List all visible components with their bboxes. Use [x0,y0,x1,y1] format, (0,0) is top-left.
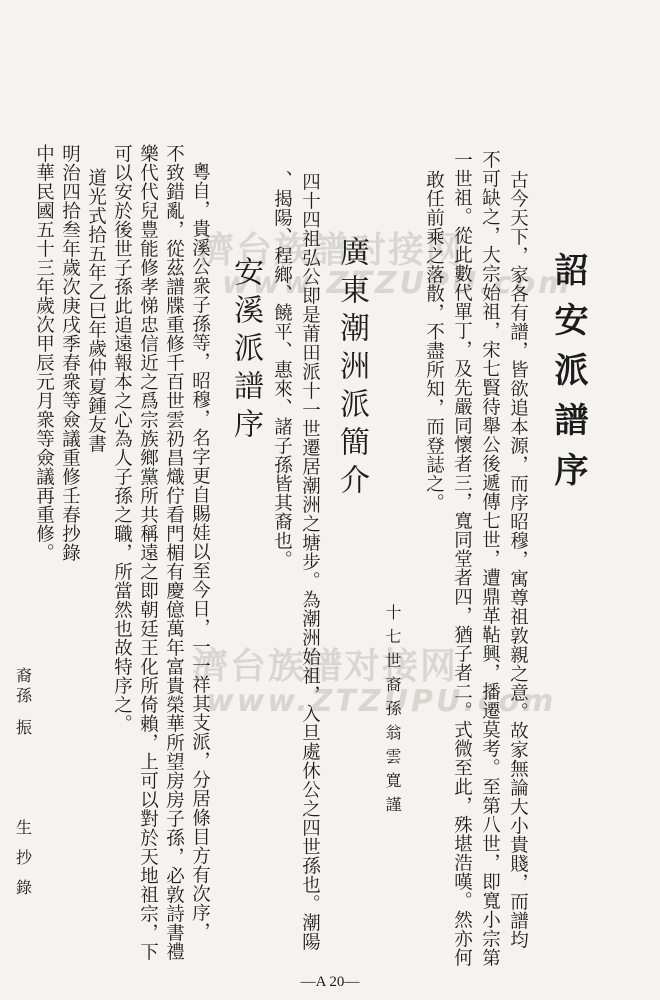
anxi-title: 安溪派譜序 [228,256,263,446]
preface-signature: 十七世裔孫翁雲寬謹 [383,604,402,820]
anxi-column-7: 中華民國五十三年歲次甲辰元月衆等僉議再重修。 [33,144,55,562]
copyist-signature-char: 抄 [16,848,33,867]
copyist-signature-char: 裔 [16,666,33,685]
anxi-column-4: 可以安於後世子孫此追遠報本之心為人子孫之職，所當然也故特序之。 [111,144,133,733]
chaozhou-title: 廣東潮洲派簡介 [334,236,369,502]
watermark-url-top: www.ZTZUPU.com [222,266,573,301]
preface-column-2: 不可缺之，大宗始祖，宋七賢待舉公後遞傳七世，遭鼎革䩞興，播遷莫考。至第八世，即寬小宗第 [479,150,501,967]
anxi-column-3: 樂代代兒豊能修孝悌忠信近之爲宗族鄉黨所共稱遠之即朝廷王化所倚賴，上可以對於天地祖宗，下 [137,144,159,961]
watermark-text-bottom: 濟台族譜对接网 [192,646,459,687]
watermark-text-top: 濟台族譜对接网 [198,230,465,271]
anxi-column-5: 道光式拾五年乙巳年歲仲夏鍾友書 [85,168,107,453]
anxi-column-1: 粵自，貴溪公衆子孫等，昭穆，名字更自賜娃以至今日，一一祥其支派，分居條目方有次序， [189,162,211,941]
preface-column-1: 古今天下，家各有譜，皆欲追本源，而序昭穆，寓尊祖敦親之意。故家無論大小貴賤，而譜均 [507,170,529,949]
copyist-signature-char: 錄 [16,878,33,897]
copyist-signature-char: 振 [16,718,33,737]
preface-column-3: 一世祖。從此數代單丁，及先嚴同懷者三，寬同堂者四，猶子者二。式微至此，殊堪浩嘆。然亦何 [451,150,473,967]
preface-column-4: 敢任前乘之落散，不盡所知，而登誌之。 [423,170,445,512]
copyist-signature-char: 生 [16,818,33,837]
chaozhou-column-2: 、揭陽、程鄉、饒平、惠來、諸子孫皆其裔也。 [271,170,293,569]
copyist-signature-char: 孫 [16,686,33,705]
anxi-column-2: 不致錯亂，從茲譜牒重修千百世雲礽昌熾佇看門楣有慶億萬年富貴榮華所望房房子孫，必敦詩書禮 [163,144,185,961]
chaozhou-column-1: 四十四祖弘公即是莆田派十一世遷居潮洲之塘步。為潮洲始祖，入旦處休公之四世孫也。潮陽 [299,172,321,951]
anxi-column-6: 明治四拾叁年歲次庚戌季春衆等僉議重修壬春抄錄 [59,144,81,562]
watermark-url-bottom: www.ZTZUPU.com [206,684,557,719]
page-number: —A 20— [300,974,360,990]
preface-title: 詔安派譜序 [548,252,588,502]
